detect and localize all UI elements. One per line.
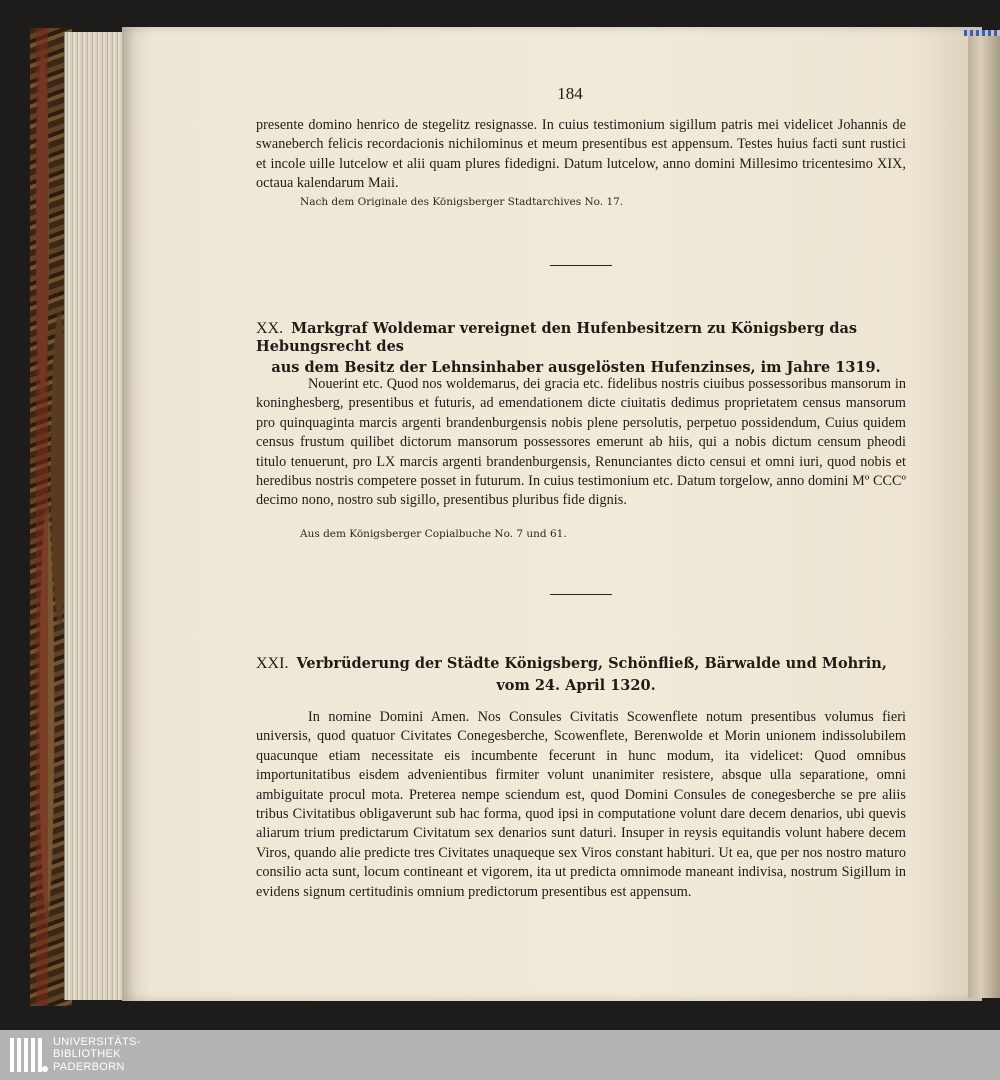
color-calibration-strip xyxy=(964,30,1000,36)
library-name-line3: PADERBORN xyxy=(53,1060,125,1073)
top-paragraph: presente domino henrico de stegelitz resignasse. In cuius testimonium sigillum patris mei videlicet Johannis de swaneberch felicis recordacionis nichilominus et meum presentibus est appensum. Testes huius facti sunt rustici et incole uille lutcelow et alii quam plures fidedigni. Datum lutcelow, anno domini Millesimo tricentesimo XIX, octaua kalendarum Maii. xyxy=(256,117,906,192)
section-xxi-number: XXI. xyxy=(256,655,289,672)
section-xxi-title-line1: Verbrüderung der Städte Königsberg, Schönfließ, Bärwalde und Mohrin, xyxy=(296,655,887,672)
page-number: 184 xyxy=(557,84,583,103)
library-name-line1: UNIVERSITÄTS- xyxy=(53,1036,141,1048)
library-name xyxy=(53,1036,141,1073)
right-page-edge xyxy=(968,30,1000,998)
top-source-note: Nach dem Originale des Königsberger Stadtarchives No. 17. xyxy=(300,196,624,208)
book-spine xyxy=(36,28,48,1006)
section-xx-number: XX. xyxy=(256,320,284,337)
section-xx-heading xyxy=(256,320,916,376)
library-name-line2: BIBLIOTHEK xyxy=(53,1048,121,1061)
section-xx-title-line2: aus dem Besitz der Lehnsinhaber ausgelösten Hufenzinses, im Jahre 1319. xyxy=(271,359,881,376)
university-library-logo xyxy=(8,1034,50,1076)
section-xxi-text: In nomine Domini Amen. Nos Consules Civitatis Scowenflete notum presentibus volumus fieri universis, quod quatuor Civitates Conegesberche, Scowenflete, Berenwolde et Morin unionem indissolubilem quacunque etiam necessitate eis incumbente fecerunt in hunc modum, ita videlicet: Quod omnibus importunitatibus eisdem advenientibus firmiter volunt unanimiter resistere, absque ulla separatione, omni ambiguitate procul mota. Preterea nempe sciendum est, quod Domini Consules de conegesberche se pre aliis tribus Civitatibus obligaverunt sub hac forma, quod ipsi in computatione volunt dare decem denarios, ubi quevis aliarum trium predictarum Civitatum sex denarios sunt daturi. Insuper in reysis equitandis volunt habere decem Viros, quando alie predicte tres Civitates unaqueque sex Viros constant habituri. Ut ea, que per nos nostro maturo consilio acta sunt, locum contineant et vigorem, ita ut predicta omnimode maneant indivisa, nostrum Sigillum in evidens signum certitudinis omnium predictorum presentibus est appensum. xyxy=(256,709,906,900)
separator-rule xyxy=(550,594,612,595)
section-xxi-heading xyxy=(256,655,916,694)
section-xxi-title-line2: vom 24. April 1320. xyxy=(496,677,656,694)
separator-rule xyxy=(550,265,612,266)
library-footer xyxy=(0,1030,1000,1080)
section-xx-source-note: Aus dem Königsberger Copialbuche No. 7 und 61. xyxy=(300,528,567,540)
section-xx-title-line1: Markgraf Woldemar vereignet den Hufenbesitzern zu Königsberg das Hebungsrecht des xyxy=(256,320,858,355)
section-xx-text: Nouerint etc. Quod nos woldemarus, dei gracia etc. fidelibus nostris ciuibus possessoribus mansorum in koninghesberg, presentibus et futuris, ad emendationem dicte ciuitatis dedimus proprietatem census mansorum pro quinquaginta marcis argenti brandenburgensis nobis plene persolutis, perpetuo possidendum, Cuius quidem census frustum quilibet dictorum mansorum possessores emerunt ab hiis, qui a nobis dictum censum pheodi titulo tenuerunt, pro LX marcis argenti brandenburgensis, Renunciantes dicto censui et omni iuri, quod nobis et heredibus nostris competere posset in futurum. In cuius testimonium etc. Datum torgelow, anno domini Mº CCCº decimo nono, nostro sub sigillo, presentibus pluribus fide dignis. xyxy=(256,376,906,509)
